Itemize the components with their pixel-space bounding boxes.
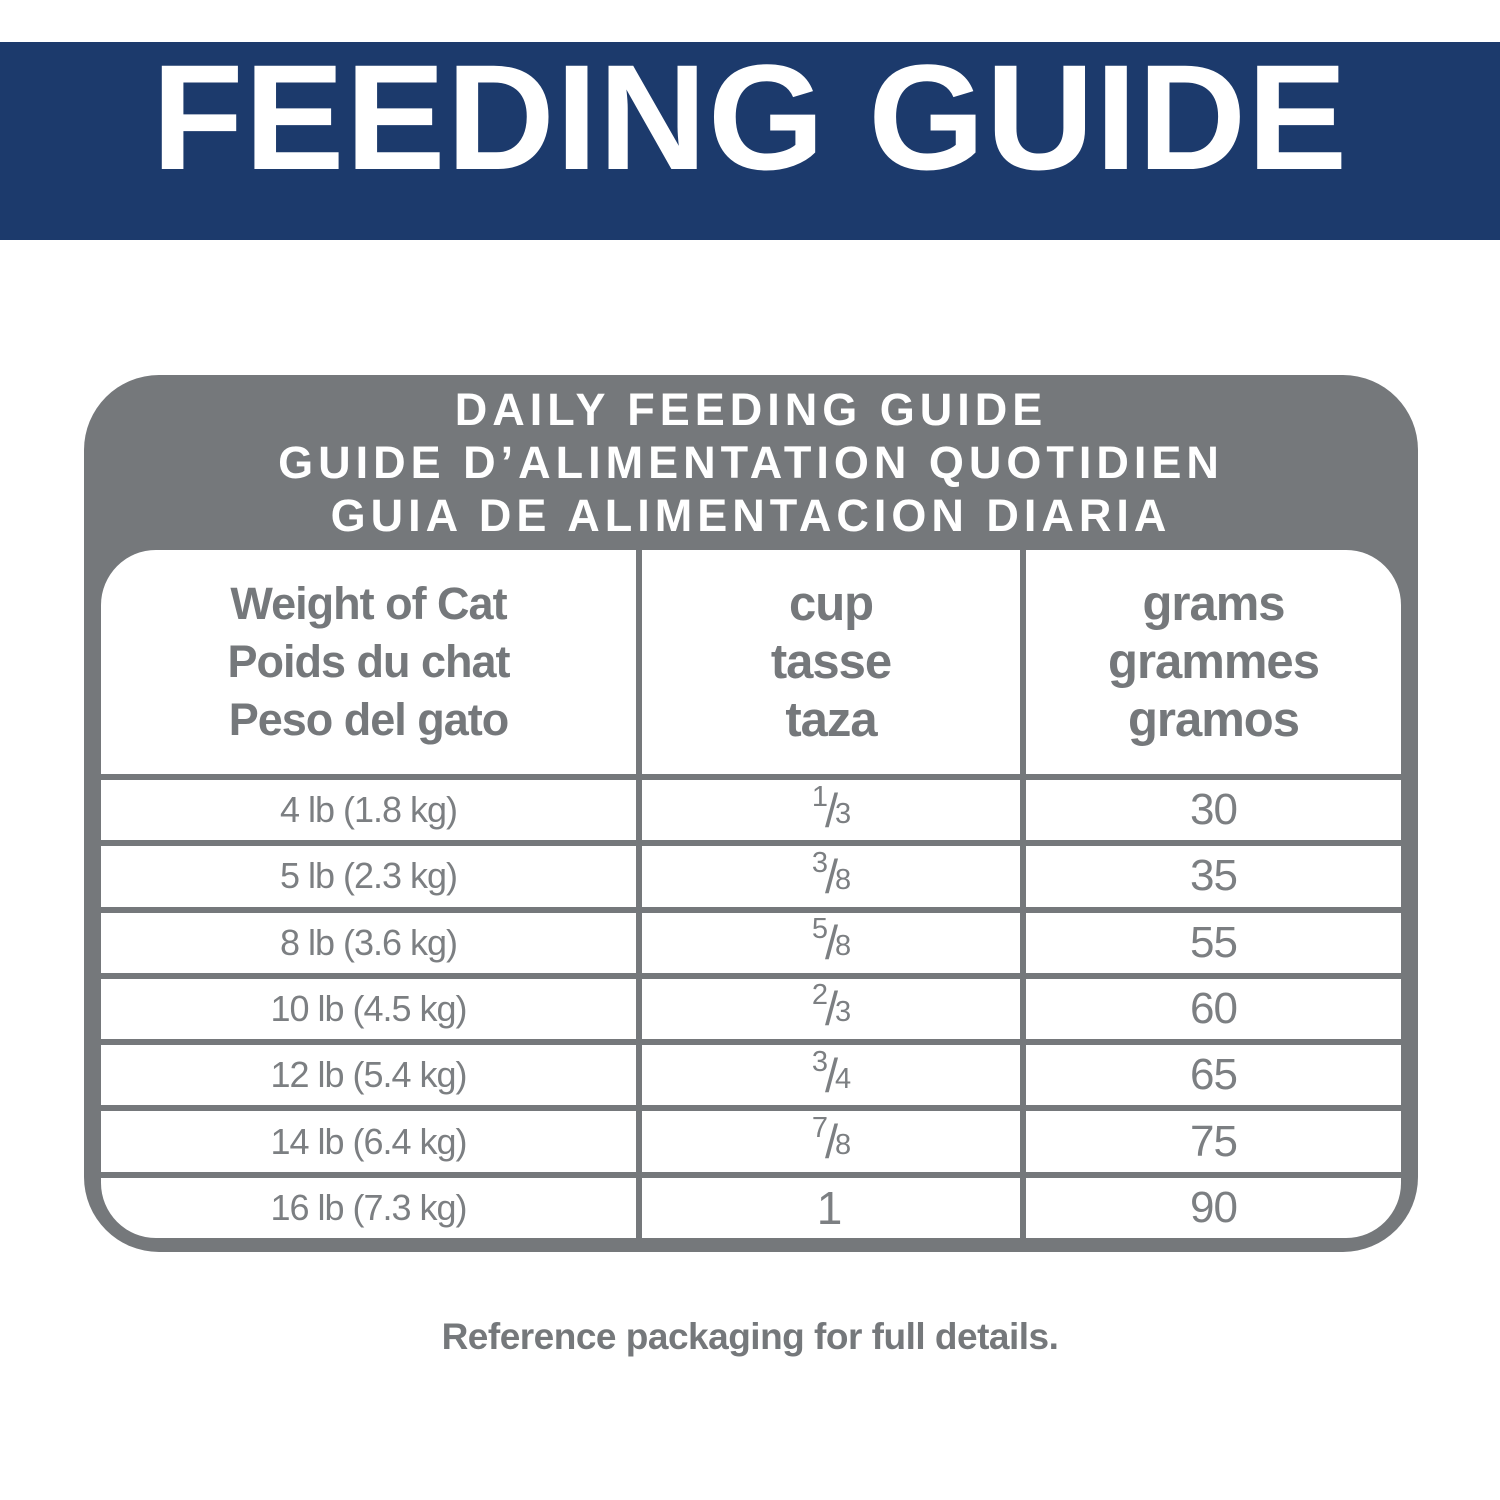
weight-cell: 14 lb (6.4 kg) — [101, 1111, 636, 1171]
grams-cell: 90 — [1026, 1178, 1401, 1238]
grams-cell: 55 — [1026, 913, 1401, 973]
grams-cell: 75 — [1026, 1111, 1401, 1171]
column-header-line: cup — [788, 577, 874, 631]
whole-number: 1 — [816, 1181, 842, 1234]
column-header-line: gramos — [1127, 693, 1299, 747]
cup-cell — [642, 1178, 1020, 1238]
fraction-denominator: 4 — [835, 1062, 851, 1095]
weight-cell: 5 lb (2.3 kg) — [101, 846, 636, 906]
fraction-denominator: 8 — [835, 1129, 851, 1162]
grams-cell: 30 — [1026, 780, 1401, 840]
grams-cell: 65 — [1026, 1045, 1401, 1105]
column-header-cup — [642, 550, 1020, 774]
fraction-denominator: 8 — [835, 930, 851, 963]
cup-cell — [642, 780, 1020, 840]
cup-cell — [642, 846, 1020, 906]
weight-cell: 4 lb (1.8 kg) — [101, 780, 636, 840]
card-title-line-en: DAILY FEEDING GUIDE — [454, 384, 1048, 435]
cup-cell — [642, 979, 1020, 1039]
weight-cell: 8 lb (3.6 kg) — [101, 913, 636, 973]
footer-note: Reference packaging for full details. — [441, 1316, 1059, 1357]
fraction-denominator: 8 — [835, 863, 851, 896]
fraction-denominator: 3 — [835, 996, 851, 1029]
fraction-slash: / — [824, 1048, 838, 1102]
fraction-numerator: 3 — [811, 1045, 827, 1078]
card-title — [84, 375, 1418, 550]
weight-cell: 16 lb (7.3 kg) — [101, 1178, 636, 1238]
fraction-numerator: 2 — [811, 979, 827, 1012]
column-header-line: taza — [785, 693, 877, 747]
daily-feeding-guide-card — [84, 375, 1418, 1252]
fraction-slash: / — [824, 783, 838, 837]
fraction-slash: / — [824, 849, 838, 903]
fraction-slash: / — [824, 916, 838, 970]
fraction-numerator: 5 — [811, 913, 827, 946]
grams-cell: 35 — [1026, 846, 1401, 906]
column-header-line: grams — [1142, 577, 1285, 631]
column-header-line: tasse — [770, 635, 892, 689]
fraction-slash: / — [824, 1115, 838, 1169]
column-header-line: Weight of Cat — [230, 578, 507, 629]
fraction-numerator: 3 — [811, 846, 827, 879]
weight-cell: 12 lb (5.4 kg) — [101, 1045, 636, 1105]
cup-cell — [642, 1111, 1020, 1171]
banner-title: FEEDING GUIDE — [151, 33, 1349, 201]
feeding-guide-banner — [0, 33, 1500, 240]
column-header-grams — [1026, 550, 1401, 774]
column-header-line: Poids du chat — [227, 636, 510, 687]
column-header-weight — [101, 550, 636, 774]
grams-cell: 60 — [1026, 979, 1401, 1039]
card-title-line-es: GUIA DE ALIMENTACION DIARIA — [330, 490, 1172, 541]
column-header-line: grammes — [1108, 635, 1319, 689]
fraction-denominator: 3 — [835, 797, 851, 830]
column-header-line: Peso del gato — [228, 694, 509, 745]
cup-cell — [642, 913, 1020, 973]
card-title-line-fr: GUIDE D’ALIMENTATION QUOTIDIEN — [278, 437, 1224, 488]
fraction-numerator: 7 — [811, 1112, 827, 1145]
weight-cell: 10 lb (4.5 kg) — [101, 979, 636, 1039]
feeding-table — [101, 550, 1401, 1238]
fraction-numerator: 1 — [811, 780, 827, 813]
cup-cell — [642, 1045, 1020, 1105]
fraction-slash: / — [824, 982, 838, 1036]
